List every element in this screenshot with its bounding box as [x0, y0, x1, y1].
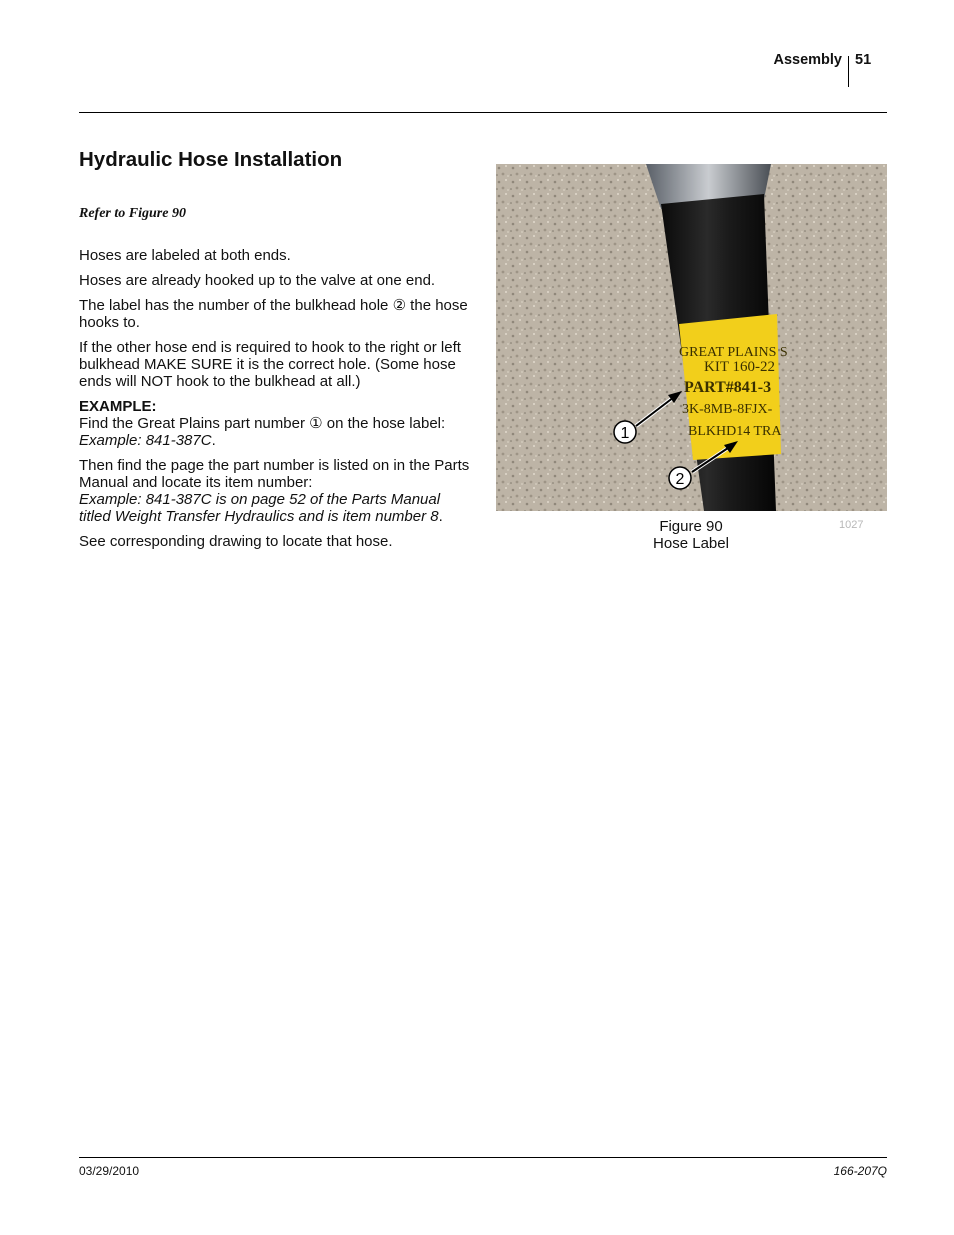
label-line-5: BLKHD14 TRA — [688, 424, 782, 439]
figure-caption-number: Figure 90 — [659, 518, 723, 535]
callout-2-ref: ② — [392, 297, 407, 314]
paragraph-see-drawing: See corresponding drawing to locate that hose. — [79, 533, 393, 550]
footer-date: 03/29/2010 — [79, 1164, 140, 1178]
label-line-4: 3K-8MB-8FJX- — [682, 402, 773, 417]
text-run: . — [211, 432, 216, 449]
header-rule — [79, 112, 887, 113]
paragraph-bulkhead-warning: If the other hose end is required to hook to the right or left bulkhead MAKE SURE it is the correct hole. (Some hose ends will NOT hook to the bulkhead at all.) — [79, 339, 461, 390]
figure-id: 1027 — [839, 519, 864, 531]
example-italic: Example: 841-387C — [79, 432, 212, 449]
text-run: Then find the page the part number is listed on in the Parts Manual and locate its item number: — [79, 457, 470, 491]
paragraph-label-number — [79, 297, 474, 331]
text-run: on the hose label: — [322, 415, 446, 432]
paragraph-hoses-hooked: Hoses are already hooked up to the valve at one end. — [79, 272, 436, 289]
text-run: Find the Great Plains part number — [79, 415, 310, 432]
header-divider — [848, 56, 849, 87]
page-number: 51 — [855, 52, 872, 68]
label-line-1: GREAT PLAINS S — [679, 345, 788, 360]
text-run: . — [438, 508, 443, 525]
body-text — [79, 247, 474, 558]
callout-1-number: 1 — [620, 425, 630, 442]
label-line-2: KIT 160-22 — [704, 359, 775, 375]
callout-1-ref: ① — [309, 415, 323, 432]
example-italic: Example: 841-387C is on page 52 of the Parts Manual titled Weight Transfer Hydraulics and is item number 8 — [79, 491, 441, 525]
header-section-title: Assembly — [773, 52, 842, 68]
text-run: the hose hooks to. — [79, 297, 468, 331]
label-line-3: PART#841-3 — [684, 379, 772, 396]
paragraph-hoses-labeled: Hoses are labeled at both ends. — [79, 247, 291, 264]
example-heading: EXAMPLE: — [79, 398, 157, 415]
text-run: The label has the number of the bulkhead hole — [79, 297, 393, 314]
figure-caption-title: Hose Label — [653, 535, 729, 552]
callout-2-number: 2 — [675, 471, 685, 488]
hose-label-photo — [496, 164, 887, 511]
photo-svg — [496, 164, 887, 511]
paragraph-find-page — [79, 457, 474, 525]
paragraph-example — [79, 398, 474, 449]
figure-reference: Refer to Figure 90 — [79, 206, 186, 221]
footer-doc-number: 166-207Q — [833, 1164, 887, 1178]
section-title: Hydraulic Hose Installation — [79, 148, 343, 171]
footer-rule — [79, 1157, 887, 1158]
